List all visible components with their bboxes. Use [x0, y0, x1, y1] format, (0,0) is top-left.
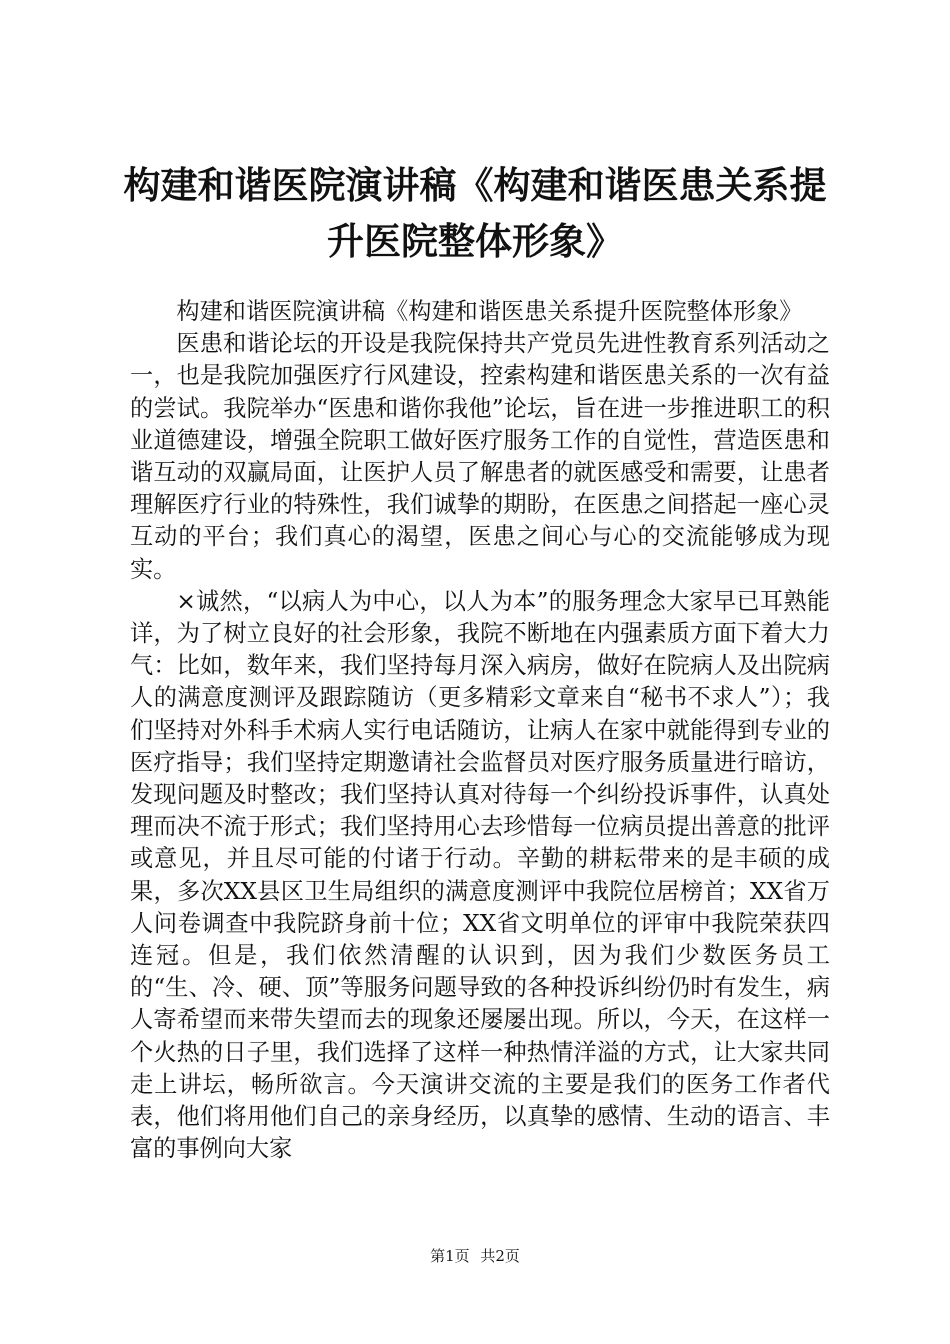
page-footer — [0, 1246, 950, 1266]
paragraph-2: 医患和谐论坛的开设是我院保持共产党员先进性教育系列活动之一，也是我院加强医疗行风建设，控索构建和谐医患关系的一次有益的尝试。我院举办“医患和谐你我他”论坛，旨在进一步推进职工的积业道德建设，增强全院职工做好医疗服务工作的自觉性，营造医患和谐互动的双赢局面，让医护人员了解患者的就医感受和需要，让患者理解医疗行业的特殊性，我们诚挚的期盼，在医患之间搭起一座心灵互动的平台；我们真心的渴望，医患之间心与心的交流能够成为现实。 — [130, 330, 830, 583]
document-body — [130, 296, 830, 1165]
paragraph-3: ×诚然，“以病人为中心，以人为本”的服务理念大家早已耳熟能详，为了树立良好的社会形象，我院不断地在内强素质方面下着大力气：比如，数年来，我们坚持每月深入病房，做好在院病人及出院病人的满意度测评及跟踪随访（更多精彩文章来自“秘书不求人”）；我们坚持对外科手术病人实行电话随访，让病人在家中就能得到专业的医疗指导；我们坚持定期邀请社会监督员对医疗服务质量进行暗访，发现问题及时整改；我们坚持认真对待每一个纠纷投诉事件，认真处理而决不流于形式；我们坚持用心去珍惜每一位病员提出善意的批评或意见，并且尽可能的付诸于行动。辛勤的耕耘带来的是丰硕的成果，多次XX县区卫生局组织的满意度测评中我院位居榜首；XX省万人问卷调查中我院跻身前十位；XX省文明单位的评审中我院荣获四连冠。但是，我们依然清醒的认识到，因为我们少数医务员工的“生、冷、硬、顶”等服务问题导致的各种投诉纠纷仍时有发生，病人寄希望而来带失望而去的现象还屡屡出现。所以，今天，在这样一个火热的日子里，我们选择了这样一种热情洋溢的方式，让大家共同走上讲坛，畅所欲言。今天演讲交流的主要是我们的医务工作者代表，他们将用他们自己的亲身经历，以真挚的感情、生动的语言、丰富的事例向大家 — [130, 587, 830, 1163]
document-title: 构建和谐医院演讲稿《构建和谐医患关系提升医院整体形象》 — [123, 164, 827, 263]
page-number-current: 第1页 — [430, 1247, 470, 1265]
page-number-total: 共2页 — [480, 1247, 520, 1265]
paragraph-1: 构建和谐医院演讲稿《构建和谐医患关系提升医院整体形象》 — [176, 298, 803, 325]
